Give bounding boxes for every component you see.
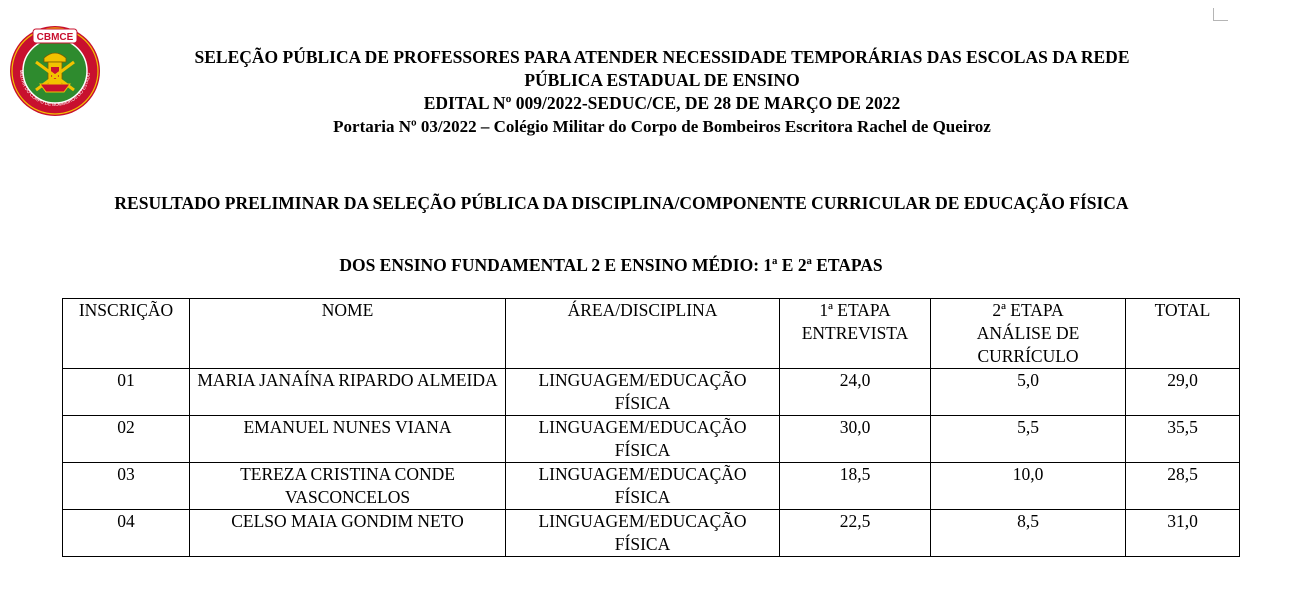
header-etapa2-line3: CURRÍCULO — [977, 346, 1079, 366]
table-row — [63, 416, 1240, 463]
logo-title: CBMCE — [36, 32, 74, 43]
cell-area-line1: LINGUAGEM/EDUCAÇÃO — [538, 464, 747, 484]
table-row — [63, 510, 1240, 557]
cell-total: 35,5 — [1126, 416, 1240, 463]
table-row — [63, 463, 1240, 510]
header-line-1: SELEÇÃO PÚBLICA DE PROFESSORES PARA ATENDER NECESSIDADE TEMPORÁRIAS DAS ESCOLAS DA REDE — [194, 47, 1130, 67]
header-edital: EDITAL Nº 009/2022-SEDUC/CE, DE 28 DE MARÇO DE 2022 — [423, 93, 901, 113]
cell-area-line2: FÍSICA — [614, 393, 671, 413]
header-etapa1-line2: ENTREVISTA — [801, 323, 909, 343]
cell-area-line1: LINGUAGEM/EDUCAÇÃO — [538, 370, 747, 390]
cbmce-logo — [6, 24, 104, 118]
cell-etapa2: 10,0 — [931, 463, 1126, 510]
header-etapa1 — [780, 299, 931, 369]
cell-etapa2: 5,5 — [931, 416, 1126, 463]
table-header-row — [63, 299, 1240, 369]
cell-nome: CELSO MAIA GONDIM NETO — [190, 510, 506, 557]
cell-inscricao: 02 — [63, 416, 190, 463]
cell-area-line2: FÍSICA — [614, 487, 671, 507]
cell-area — [506, 369, 780, 416]
header-nome: NOME — [190, 299, 506, 369]
cell-etapa2: 5,0 — [931, 369, 1126, 416]
logo-ring-text: MILITAR DO CORPO DE BOMBEIROS DO ESTADO — [18, 69, 91, 108]
cell-total: 28,5 — [1126, 463, 1240, 510]
cell-total: 29,0 — [1126, 369, 1240, 416]
cell-nome: TEREZA CRISTINA CONDE VASCONCELOS — [190, 463, 506, 510]
header-portaria: Portaria Nº 03/2022 – Colégio Militar do Corpo de Bombeiros Escritora Rachel de Queiroz — [333, 117, 991, 136]
cell-inscricao: 03 — [63, 463, 190, 510]
cell-area-line1: LINGUAGEM/EDUCAÇÃO — [538, 511, 747, 531]
header-etapa2-line1: 2ª ETAPA — [992, 300, 1064, 320]
header-line-2: PÚBLICA ESTADUAL DE ENSINO — [524, 70, 800, 90]
cell-inscricao: 04 — [63, 510, 190, 557]
cell-area-line2: FÍSICA — [614, 440, 671, 460]
document-header — [110, 46, 1214, 138]
result-subtitle: DOS ENSINO FUNDAMENTAL 2 E ENSINO MÉDIO: 1ª E 2ª ETAPAS — [339, 255, 883, 275]
header-area: ÁREA/DISCIPLINA — [506, 299, 780, 369]
cell-etapa1: 22,5 — [780, 510, 931, 557]
header-etapa2-line2: ANÁLISE DE — [976, 323, 1080, 343]
cell-etapa1: 24,0 — [780, 369, 931, 416]
cell-etapa1: 30,0 — [780, 416, 931, 463]
header-inscricao: INSCRIÇÃO — [63, 299, 190, 369]
results-table — [62, 298, 1240, 557]
cell-inscricao: 01 — [63, 369, 190, 416]
cell-area-line1: LINGUAGEM/EDUCAÇÃO — [538, 417, 747, 437]
table-row — [63, 369, 1240, 416]
result-title: RESULTADO PRELIMINAR DA SELEÇÃO PÚBLICA DA DISCIPLINA/COMPONENTE CURRICULAR DE EDUCAÇÃO FÍSICA — [114, 193, 1129, 213]
cbmce-emblem-icon — [6, 24, 104, 118]
cell-area-line2: FÍSICA — [614, 534, 671, 554]
cell-nome: MARIA JANAÍNA RIPARDO ALMEIDA — [190, 369, 506, 416]
header-etapa1-line1: 1ª ETAPA — [819, 300, 891, 320]
header-etapa2 — [931, 299, 1126, 369]
cell-area — [506, 463, 780, 510]
cell-etapa2: 8,5 — [931, 510, 1126, 557]
cell-nome: EMANUEL NUNES VIANA — [190, 416, 506, 463]
cell-area — [506, 416, 780, 463]
cell-area — [506, 510, 780, 557]
header-total: TOTAL — [1126, 299, 1240, 369]
cell-etapa1: 18,5 — [780, 463, 931, 510]
page-corner-mark — [1213, 8, 1228, 21]
cell-total: 31,0 — [1126, 510, 1240, 557]
